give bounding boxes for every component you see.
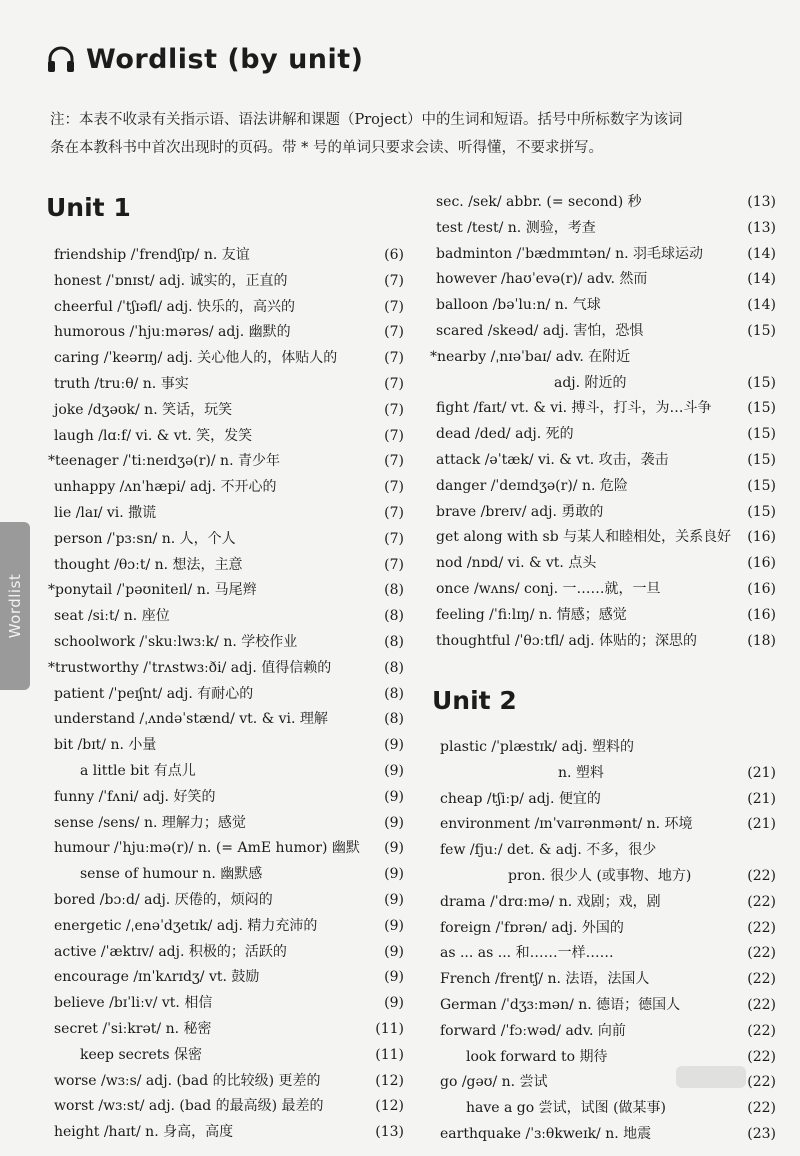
wordlist-entry	[440, 1122, 776, 1148]
entry-page-number: (15)	[747, 503, 776, 520]
entry-text: worse /wɜːs/ adj. (bad 的比较级) 更差的	[54, 1072, 321, 1089]
unit-1-heading: Unit 1	[46, 193, 131, 222]
wordlist-entry	[54, 1120, 404, 1146]
entry-page-number: (9)	[384, 969, 404, 986]
entry-page-number: (7)	[384, 504, 404, 521]
wordlist-entry	[54, 836, 404, 862]
entry-text: drama /ˈdrɑːmə/ n. 戏剧；戏，剧	[440, 893, 661, 910]
wordlist-entry	[436, 422, 776, 448]
note-line: 条在本教科书中首次出现时的页码。带 * 号的单词只要求会读、听得懂，不要求拼写。	[50, 140, 603, 156]
entry-text: believe /bɪˈliːv/ vt. 相信	[54, 995, 213, 1012]
entry-page-number: (22)	[747, 1048, 776, 1065]
entry-text: danger /ˈdeɪndʒə(r)/ n. 危险	[436, 477, 628, 494]
wordlist-entry	[54, 759, 404, 785]
entry-text: energetic /ˌenəˈdʒetɪk/ adj. 精力充沛的	[54, 917, 318, 934]
entry-text: dead /ded/ adj. 死的	[436, 426, 574, 443]
entry-page-number: (7)	[384, 272, 404, 289]
side-tab-label: Wordlist	[6, 573, 24, 639]
wordlist-entry	[54, 604, 404, 630]
watermark	[676, 1066, 746, 1088]
entry-text: badminton /ˈbædmɪntən/ n. 羽毛球运动	[436, 245, 703, 262]
note-line: 注：本表不收录有关指示语、语法讲解和课题（Project）中的生词和短语。括号中所标数字为该词	[50, 112, 683, 128]
wordlist-entry	[54, 707, 404, 733]
wordlist-entry	[440, 838, 776, 864]
entry-page-number: (8)	[384, 582, 404, 599]
wordlist-entry	[54, 1017, 404, 1043]
entry-text: caring /ˈkeərɪŋ/ adj. 关心他人的，体贴人的	[54, 350, 338, 367]
entry-page-number: (14)	[747, 271, 776, 288]
wordlist-entry	[436, 396, 776, 422]
entry-page-number: (7)	[384, 350, 404, 367]
entry-text: feeling /ˈfiːlɪŋ/ n. 情感；感觉	[436, 606, 627, 623]
entry-page-number: (8)	[384, 633, 404, 650]
wordlist-entry	[440, 864, 776, 890]
wordlist-entry	[54, 424, 404, 450]
entry-page-number: (13)	[747, 219, 776, 236]
wordlist-entry	[48, 449, 404, 475]
entry-text: get along with sb 与某人和睦相处，关系良好	[436, 529, 732, 546]
entry-text: test /test/ n. 测验，考查	[436, 219, 596, 236]
wordlist-entry	[436, 242, 776, 268]
wordlist-entry	[440, 993, 776, 1019]
wordlist-entry	[54, 733, 404, 759]
entry-text: look forward to 期待	[466, 1048, 608, 1065]
entry-page-number: (7)	[384, 324, 404, 341]
entry-page-number: (22)	[747, 945, 776, 962]
entry-page-number: (22)	[747, 1100, 776, 1117]
wordlist-entry	[54, 243, 404, 269]
wordlist-entry	[440, 967, 776, 993]
left-column	[48, 243, 404, 1146]
wordlist-entry	[440, 916, 776, 942]
wordlist-entry	[436, 500, 776, 526]
wordlist-entry	[436, 216, 776, 242]
entry-page-number: (9)	[384, 917, 404, 934]
entry-text: attack /əˈtæk/ vi. & vt. 攻击，袭击	[436, 451, 669, 468]
wordlist-entry	[54, 1094, 404, 1120]
unit-2-heading: Unit 2	[432, 686, 517, 715]
entry-text: unhappy /ʌnˈhæpi/ adj. 不开心的	[54, 479, 277, 496]
wordlist-entry	[436, 190, 776, 216]
entry-text: lie /laɪ/ vi. 撒谎	[54, 504, 157, 521]
entry-text: height /haɪt/ n. 身高，高度	[54, 1124, 234, 1141]
entry-text: pron. 很少人 (或事物、地方)	[508, 867, 692, 884]
entry-text: plastic /ˈplæstɪk/ adj. 塑料的	[440, 739, 635, 755]
entry-text: adj. 附近的	[554, 374, 627, 391]
wordlist-entry	[436, 319, 776, 345]
entry-text: foreign /ˈfɒrən/ adj. 外国的	[440, 919, 624, 936]
wordlist-entry	[54, 991, 404, 1017]
entry-page-number: (12)	[375, 1072, 404, 1089]
entry-text: patient /ˈpeɪʃnt/ adj. 有耐心的	[54, 685, 254, 702]
entry-page-number: (23)	[747, 1125, 776, 1142]
wordlist-entry	[54, 527, 404, 553]
entry-page-number: (14)	[747, 245, 776, 262]
wordlist-entry	[436, 525, 776, 551]
entry-page-number: (22)	[747, 1074, 776, 1091]
entry-page-number: (15)	[747, 374, 776, 391]
wordlist-entry	[54, 965, 404, 991]
entry-text: thoughtful /ˈθɔːtfl/ adj. 体贴的；深思的	[436, 632, 698, 649]
wordlist-entry	[436, 474, 776, 500]
wordlist-entry	[436, 629, 776, 655]
entry-page-number: (9)	[384, 788, 404, 805]
wordlist-entry	[440, 787, 776, 813]
wordlist-entry	[436, 577, 776, 603]
entry-text: truth /truːθ/ n. 事实	[54, 375, 189, 392]
wordlist-entry	[54, 811, 404, 837]
entry-text: French /frentʃ/ n. 法语，法国人	[440, 971, 650, 988]
entry-page-number: (7)	[384, 479, 404, 496]
entry-page-number: (16)	[747, 555, 776, 572]
wordlist-entry	[54, 1043, 404, 1069]
entry-page-number: (13)	[747, 194, 776, 210]
entry-text: fight /faɪt/ vt. & vi. 搏斗，打斗，为…斗争	[436, 400, 712, 417]
entry-page-number: (9)	[384, 814, 404, 831]
wordlist-entry	[54, 320, 404, 346]
entry-page-number: (9)	[384, 891, 404, 908]
entry-page-number: (22)	[747, 893, 776, 910]
entry-text: keep secrets 保密	[80, 1046, 203, 1063]
wordlist-entry	[48, 578, 404, 604]
entry-page-number: (7)	[384, 298, 404, 315]
wordlist-entry	[54, 888, 404, 914]
entry-page-number: (21)	[747, 764, 776, 781]
entry-page-number: (16)	[747, 580, 776, 597]
entry-text: as ... as ... 和……一样……	[440, 945, 614, 962]
wordlist-entry	[440, 735, 776, 761]
entry-text: bored /bɔːd/ adj. 厌倦的，烦闷的	[54, 891, 273, 908]
entry-page-number: (9)	[384, 943, 404, 960]
entry-page-number: (14)	[747, 297, 776, 314]
wordlist-entry	[436, 371, 776, 397]
entry-text: person /ˈpɜːsn/ n. 人，个人	[54, 530, 236, 547]
entry-text: active /ˈæktɪv/ adj. 积极的；活跃的	[54, 943, 287, 960]
entry-page-number: (22)	[747, 919, 776, 936]
wordlist-entry	[54, 914, 404, 940]
entry-page-number: (21)	[747, 790, 776, 807]
entry-text: *nearby /ˌnɪəˈbaɪ/ adv. 在附近	[430, 348, 631, 365]
wordlist-entry	[440, 941, 776, 967]
entry-text: sense /sens/ n. 理解力；感觉	[54, 814, 246, 831]
entry-page-number: (7)	[384, 401, 404, 418]
wordlist-entry	[436, 267, 776, 293]
entry-page-number: (21)	[747, 816, 776, 833]
entry-page-number: (8)	[384, 711, 404, 728]
wordlist-entry	[54, 501, 404, 527]
entry-text: worst /wɜːst/ adj. (bad 的最高级) 最差的	[54, 1098, 324, 1115]
wordlist-entry	[436, 448, 776, 474]
entry-text: funny /ˈfʌni/ adj. 好笑的	[54, 788, 216, 805]
entry-page-number: (8)	[384, 659, 404, 676]
entry-text: environment /ɪnˈvaɪrənmənt/ n. 环境	[440, 816, 693, 833]
page-title-text: Wordlist (by unit)	[86, 44, 364, 75]
entry-page-number: (9)	[384, 840, 404, 857]
entry-page-number: (8)	[384, 608, 404, 625]
entry-page-number: (9)	[384, 995, 404, 1012]
wordlist-entry	[436, 603, 776, 629]
wordlist-entry	[54, 475, 404, 501]
entry-page-number: (15)	[747, 477, 776, 494]
entry-text: understand /ˌʌndəˈstænd/ vt. & vi. 理解	[54, 711, 328, 728]
wordlist-entry	[48, 656, 404, 682]
entry-text: sec. /sek/ abbr. (= second) 秒	[436, 194, 642, 210]
wordlist-entry	[54, 785, 404, 811]
wordlist-entry	[430, 345, 776, 371]
right-column-unit1	[430, 190, 776, 654]
wordlist-entry	[54, 372, 404, 398]
entry-page-number: (7)	[384, 375, 404, 392]
entry-page-number: (6)	[384, 247, 404, 263]
entry-page-number: (9)	[384, 737, 404, 754]
wordlist-entry	[54, 269, 404, 295]
entry-text: thought /θɔːt/ n. 想法，主意	[54, 556, 243, 573]
entry-text: sense of humour n. 幽默感	[80, 866, 263, 883]
side-tab[interactable]	[0, 522, 30, 690]
entry-text: humour /ˈhjuːmə(r)/ n. (= AmE humor) 幽默	[54, 840, 360, 857]
entry-text: few /fjuː/ det. & adj. 不多，很少	[440, 842, 657, 859]
entry-text: German /ˈdʒɜːmən/ n. 德语；德国人	[440, 996, 681, 1013]
wordlist-entry	[440, 1019, 776, 1045]
entry-text: n. 塑料	[558, 764, 604, 781]
entry-page-number: (22)	[747, 1022, 776, 1039]
entry-text: nod /nɒd/ vi. & vt. 点头	[436, 555, 597, 572]
entry-page-number: (7)	[384, 427, 404, 444]
entry-text: go /gəʊ/ n. 尝试	[440, 1074, 548, 1091]
wordlist-entry	[54, 346, 404, 372]
entry-page-number: (7)	[384, 556, 404, 573]
page-title	[46, 44, 364, 75]
entry-page-number: (12)	[375, 1098, 404, 1115]
entry-text: once /wʌns/ conj. 一……就，一旦	[436, 580, 661, 597]
entry-text: encourage /ɪnˈkʌrɪdʒ/ vt. 鼓励	[54, 969, 260, 986]
wordlist-entry	[54, 1069, 404, 1095]
entry-page-number: (22)	[747, 867, 776, 884]
entry-page-number: (11)	[375, 1046, 404, 1063]
entry-text: brave /breɪv/ adj. 勇敢的	[436, 503, 604, 520]
entry-text: earthquake /ˈɜːθkweɪk/ n. 地震	[440, 1125, 652, 1142]
entry-page-number: (8)	[384, 685, 404, 702]
entry-text: cheerful /ˈtʃɪəfl/ adj. 快乐的，高兴的	[54, 298, 296, 315]
entry-text: laugh /lɑːf/ vi. & vt. 笑，发笑	[54, 427, 253, 444]
entry-text: friendship /ˈfrendʃɪp/ n. 友谊	[54, 247, 250, 263]
entry-page-number: (15)	[747, 400, 776, 417]
entry-text: *teenager /ˈtiːneɪdʒə(r)/ n. 青少年	[48, 453, 280, 470]
wordlist-entry	[54, 940, 404, 966]
entry-text: schoolwork /ˈskuːlwɜːk/ n. 学校作业	[54, 633, 298, 650]
entry-page-number: (9)	[384, 866, 404, 883]
entry-text: have a go 尝试，试图 (做某事)	[466, 1100, 667, 1117]
wordlist-entry	[54, 682, 404, 708]
entry-page-number: (15)	[747, 322, 776, 339]
entry-page-number: (11)	[375, 1020, 404, 1037]
entry-text: balloon /bəˈluːn/ n. 气球	[436, 297, 601, 314]
entry-page-number: (15)	[747, 451, 776, 468]
headphone-icon	[46, 46, 76, 74]
entry-text: seat /siːt/ n. 座位	[54, 608, 170, 625]
entry-text: however /haʊˈevə(r)/ adv. 然而	[436, 271, 648, 288]
wordlist-entry	[54, 295, 404, 321]
entry-text: humorous /ˈhjuːmərəs/ adj. 幽默的	[54, 324, 291, 341]
entry-text: cheap /tʃiːp/ adj. 便宜的	[440, 790, 601, 807]
entry-text: *ponytail /ˈpəʊniteɪl/ n. 马尾辫	[48, 582, 257, 599]
entry-text: bit /bɪt/ n. 小量	[54, 737, 157, 754]
entry-page-number: (7)	[384, 530, 404, 547]
entry-page-number: (9)	[384, 762, 404, 779]
wordlist-entry	[440, 812, 776, 838]
entry-page-number: (16)	[747, 529, 776, 546]
entry-text: joke /dʒəʊk/ n. 笑话，玩笑	[54, 401, 233, 418]
wordlist-entry	[440, 761, 776, 787]
wordlist-entry	[54, 398, 404, 424]
wordlist-entry	[440, 890, 776, 916]
entry-text: *trustworthy /ˈtrʌstwɜːði/ adj. 值得信赖的	[48, 659, 332, 676]
entry-page-number: (7)	[384, 453, 404, 470]
wordlist-entry	[54, 862, 404, 888]
entry-text: secret /ˈsiːkrət/ n. 秘密	[54, 1020, 212, 1037]
note-paragraph	[50, 106, 780, 162]
entry-page-number: (22)	[747, 971, 776, 988]
wordlist-entry	[436, 293, 776, 319]
wordlist-entry	[436, 551, 776, 577]
wordlist-entry	[54, 553, 404, 579]
entry-page-number: (15)	[747, 426, 776, 443]
wordlist-entry	[440, 1096, 776, 1122]
entry-text: forward /ˈfɔːwəd/ adv. 向前	[440, 1022, 626, 1039]
entry-text: a little bit 有点儿	[80, 762, 196, 779]
wordlist-entry	[54, 630, 404, 656]
entry-text: honest /ˈɒnɪst/ adj. 诚实的，正直的	[54, 272, 288, 289]
entry-page-number: (22)	[747, 996, 776, 1013]
entry-page-number: (13)	[375, 1124, 404, 1141]
entry-text: scared /skeəd/ adj. 害怕，恐惧	[436, 322, 644, 339]
entry-page-number: (16)	[747, 606, 776, 623]
entry-page-number: (18)	[747, 632, 776, 649]
